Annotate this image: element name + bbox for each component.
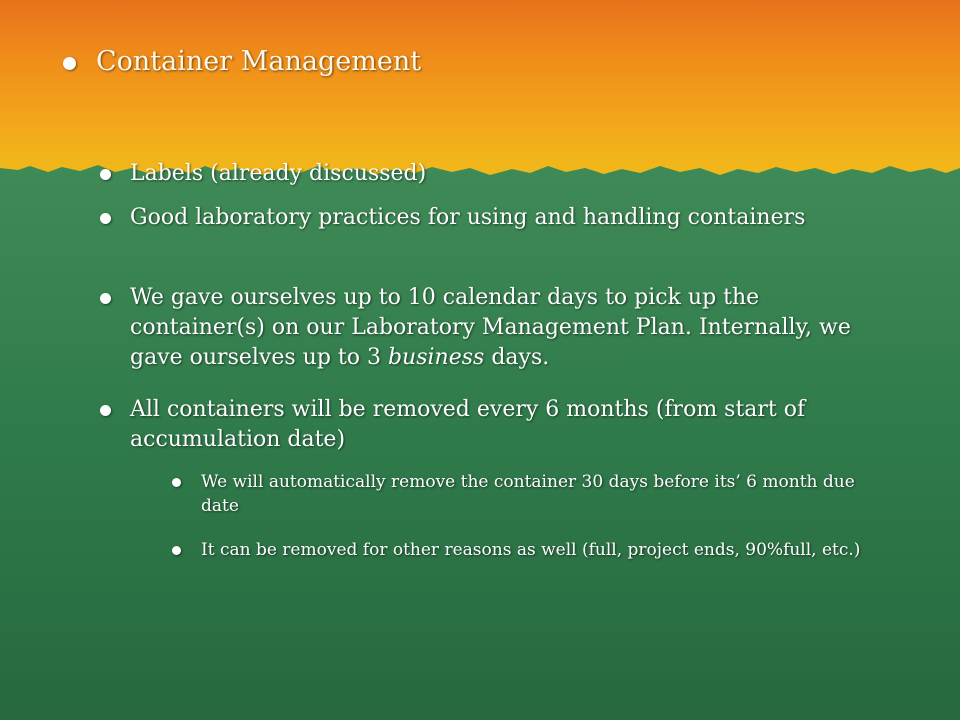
list-item-text (130, 283, 890, 373)
sub-list-item-text: It can be removed for other reasons as well (full, project ends, 90%full, etc.) (201, 540, 861, 560)
bullet-icon (172, 546, 181, 555)
sub-list-item-text: We will automatically remove the container 30 days before its’ 6 month due date (201, 472, 855, 516)
list-item-text: Good laboratory practices for using and handling containers (130, 205, 806, 230)
bullet-icon (63, 57, 76, 70)
bullet-icon (100, 213, 111, 224)
bullet-icon (100, 405, 111, 416)
bullet-icon (100, 169, 111, 180)
bullet-icon (100, 293, 111, 304)
list-item-text-part: We gave ourselves up to 10 calendar days to pick up the container(s) on our Laboratory Management Plan. Internally, we gave ourselves up to 3 (130, 285, 851, 370)
list-item-text-italic: business (387, 345, 485, 370)
list-item-text: Labels (already discussed) (130, 161, 427, 186)
slide-title: Container Management (96, 46, 422, 77)
list-item-text: All containers will be removed every 6 months (from start of accumulation date) (130, 397, 806, 452)
list-item-text-part: days. (484, 345, 550, 370)
bullet-icon (172, 478, 181, 487)
